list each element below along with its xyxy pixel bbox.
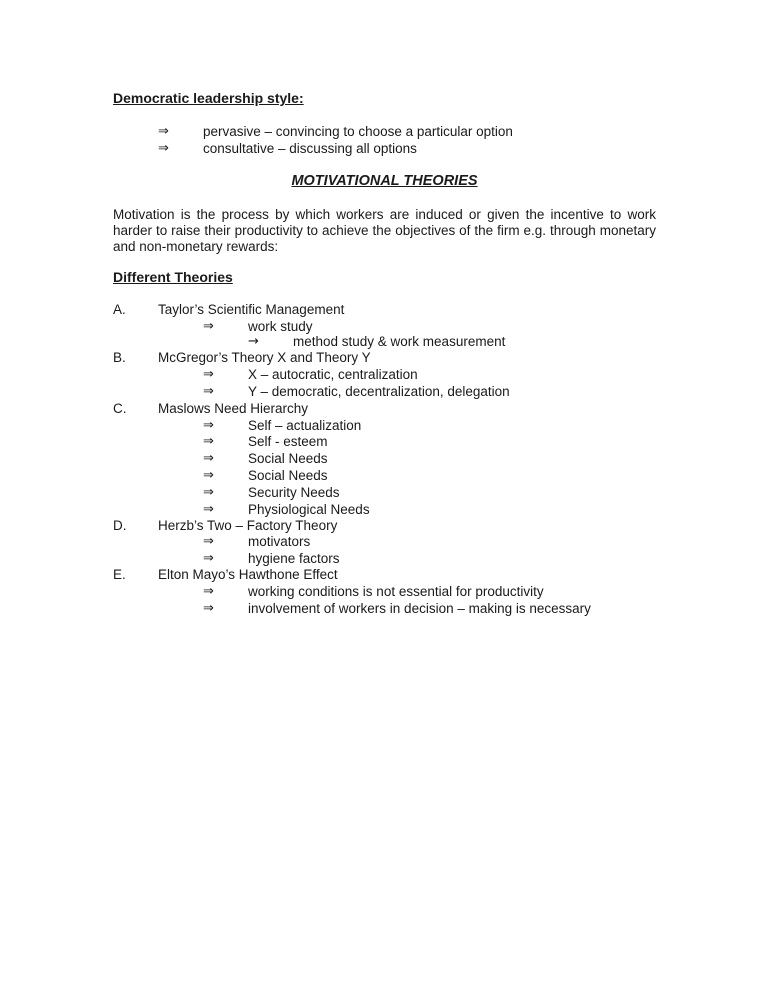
theory-letter: C. [113,401,127,416]
democratic-item: consultative – discussing all options [203,141,417,156]
arrow-bullet-icon: ⇒ [203,551,214,566]
theory-subitem: Security Needs [248,485,340,500]
theory-subitem: involvement of workers in decision – making is necessary [248,601,591,616]
theory-subitem: X – autocratic, centralization [248,367,418,382]
arrow-bullet-icon: ⇒ [203,451,214,466]
arrow-bullet-icon: ⇒ [203,601,214,616]
arrow-bullet-icon: ⇒ [203,418,214,433]
arrow-bullet-icon: ⇒ [158,141,169,156]
theory-title: Taylor’s Scientific Management [158,302,345,317]
motivational-title: MOTIVATIONAL THEORIES [291,173,478,189]
theory-title: McGregor’s Theory X and Theory Y [158,350,371,365]
motivation-paragraph: Motivation is the process by which workers are induced or given the incentive to work harder to raise their productivity to achieve the objectives of the firm e.g. through monetary and non-monetary rewards: [113,207,656,254]
arrow-bullet-icon: ⇒ [203,384,214,399]
theory-subitem: Social Needs [248,468,328,483]
theory-subitem: Physiological Needs [248,502,370,517]
right-arrow-icon: → [248,334,259,349]
theory-subsubitem: method study & work measurement [293,334,506,349]
arrow-bullet-icon: ⇒ [203,534,214,549]
theory-title: Maslows Need Hierarchy [158,401,309,416]
theory-title: Elton Mayo’s Hawthone Effect [158,567,338,582]
arrow-bullet-icon: ⇒ [203,367,214,382]
theory-letter: E. [113,567,126,582]
arrow-bullet-icon: ⇒ [203,319,214,334]
theory-subitem: Self - esteem [248,434,328,449]
arrow-bullet-icon: ⇒ [203,485,214,500]
theory-subitem: work study [248,319,313,334]
theory-subitem: Social Needs [248,451,328,466]
theory-subitem: motivators [248,534,311,549]
democratic-item: pervasive – convincing to choose a particular option [203,124,513,139]
arrow-bullet-icon: ⇒ [203,468,214,483]
theory-letter: D. [113,518,127,533]
democratic-heading: Democratic leadership style: [113,90,304,106]
arrow-bullet-icon: ⇒ [158,124,169,139]
theories-heading: Different Theories [113,269,233,285]
theory-letter: B. [113,350,126,365]
theory-subitem: Y – democratic, decentralization, delegation [248,384,510,399]
arrow-bullet-icon: ⇒ [203,584,214,599]
theory-subitem: Self – actualization [248,418,362,433]
theory-title: Herzb’s Two – Factory Theory [158,518,338,533]
theory-subitem: working conditions is not essential for productivity [248,584,544,599]
arrow-bullet-icon: ⇒ [203,434,214,449]
arrow-bullet-icon: ⇒ [203,502,214,517]
theory-subitem: hygiene factors [248,551,340,566]
theory-letter: A. [113,302,126,317]
